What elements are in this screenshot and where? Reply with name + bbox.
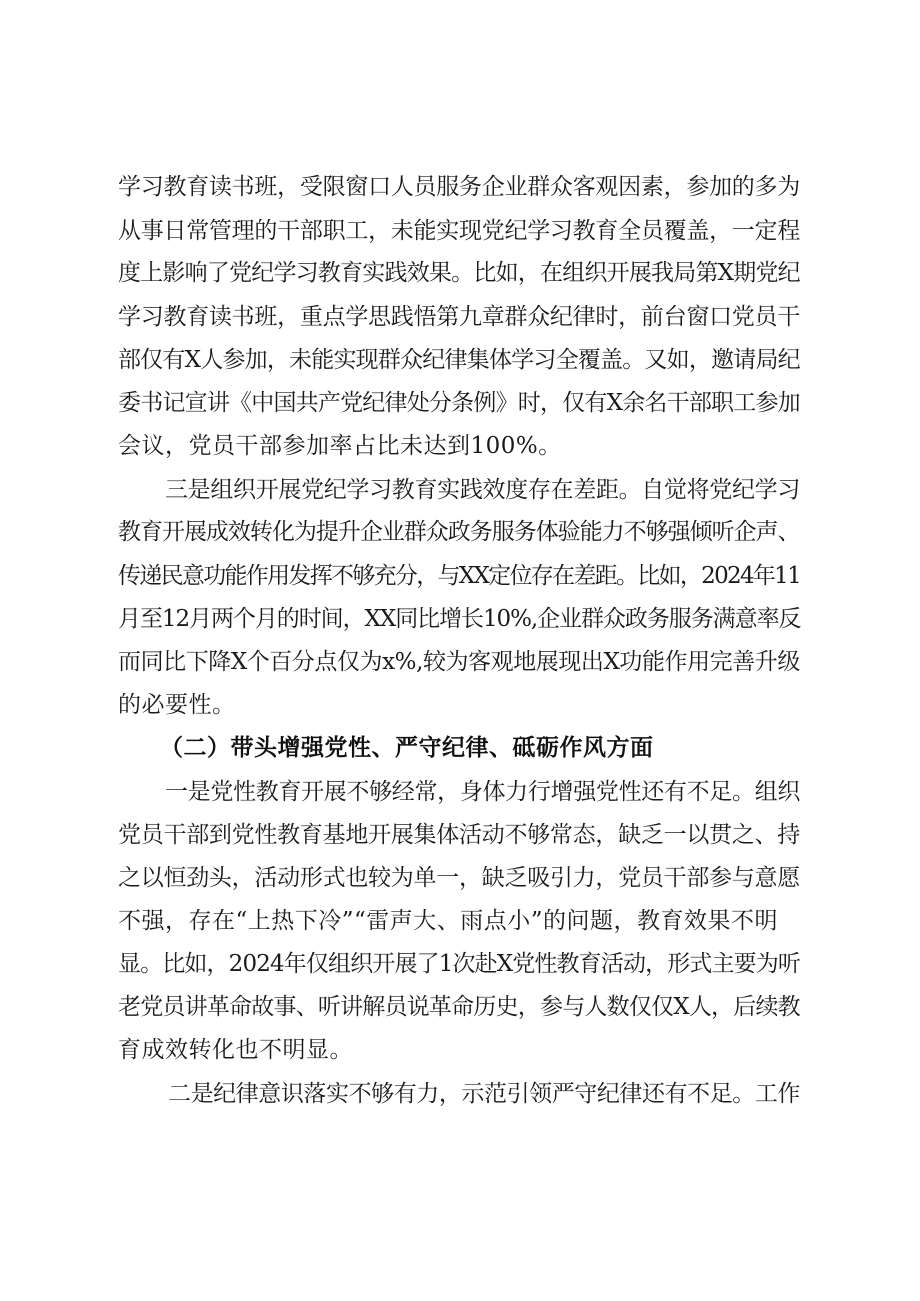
paragraph-line: 不强，存在“上热下冷”“雷声大、雨点小”的问题，教育效果不明 [118, 908, 779, 934]
paragraph-line: 学习教育读书班，受限窗口人员服务企业群众客观因素，参加的多为 [118, 174, 801, 200]
paragraph-line: 月至12月两个月的时间，XX同比增长10%,企业群众政务服务满意率反 [118, 606, 801, 632]
paragraph-line: 学习教育读书班，重点学思践悟第九章群众纪律时，前台窗口党员干 [118, 304, 801, 330]
paragraph-line: 会议，党员干部参加率占比未达到100%。 [118, 433, 562, 459]
paragraph-line: 部仅有X人参加，未能实现群众纪律集体学习全覆盖。又如，邀请局纪 [118, 347, 800, 373]
paragraph-line: 的必要性。 [118, 692, 236, 718]
paragraph-line: 一是党性教育开展不够经常，身体力行增强党性还有不足。组织 [165, 779, 801, 805]
paragraph-line: 传递民意功能作用发挥不够充分，与XX定位存在差距。比如，2024年11 [118, 563, 801, 589]
paragraph-line: 度上影响了党纪学习教育实践效果。比如，在组织开展我局第X期党纪 [118, 260, 800, 286]
paragraph-line: 二是纪律意识落实不够有力，示范引领严守纪律还有不足。工作 [168, 1081, 801, 1107]
paragraph-line: 而同比下降X个百分点仅为x%,较为客观地展现出X功能作用完善升级 [118, 649, 800, 675]
paragraph-line: 三是组织开展党纪学习教育实践效度存在差距。自觉将党纪学习 [165, 477, 801, 503]
paragraph-line: 党员干部到党性教育基地开展集体活动不够常态，缺乏一以贯之、持 [118, 822, 801, 848]
section-heading: （二）带头增强党性、严守纪律、砥砺作风方面 [160, 735, 654, 761]
paragraph-line: 教育开展成效转化为提升企业群众政务服务体验能力不够强倾听企声、 [118, 519, 800, 545]
paragraph-line: 老党员讲革命故事、听讲解员说革命历史，参与人数仅仅X人，后续教 [118, 994, 800, 1020]
paragraph-line: 之以恒劲头，活动形式也较为单一，缺乏吸引力，党员干部参与意愿 [118, 865, 801, 891]
paragraph-line: 育成效转化也不明显。 [118, 1037, 353, 1063]
paragraph-line: 委书记宣讲《中国共产党纪律处分条例》时，仅有X余名干部职工参加 [118, 390, 800, 416]
paragraph-line: 显。比如，2024年仅组织开展了1次赴X党性教育活动，形式主要为听 [118, 951, 801, 977]
paragraph-line: 从事日常管理的干部职工，未能实现党纪学习教育全员覆盖，一定程 [118, 218, 801, 244]
